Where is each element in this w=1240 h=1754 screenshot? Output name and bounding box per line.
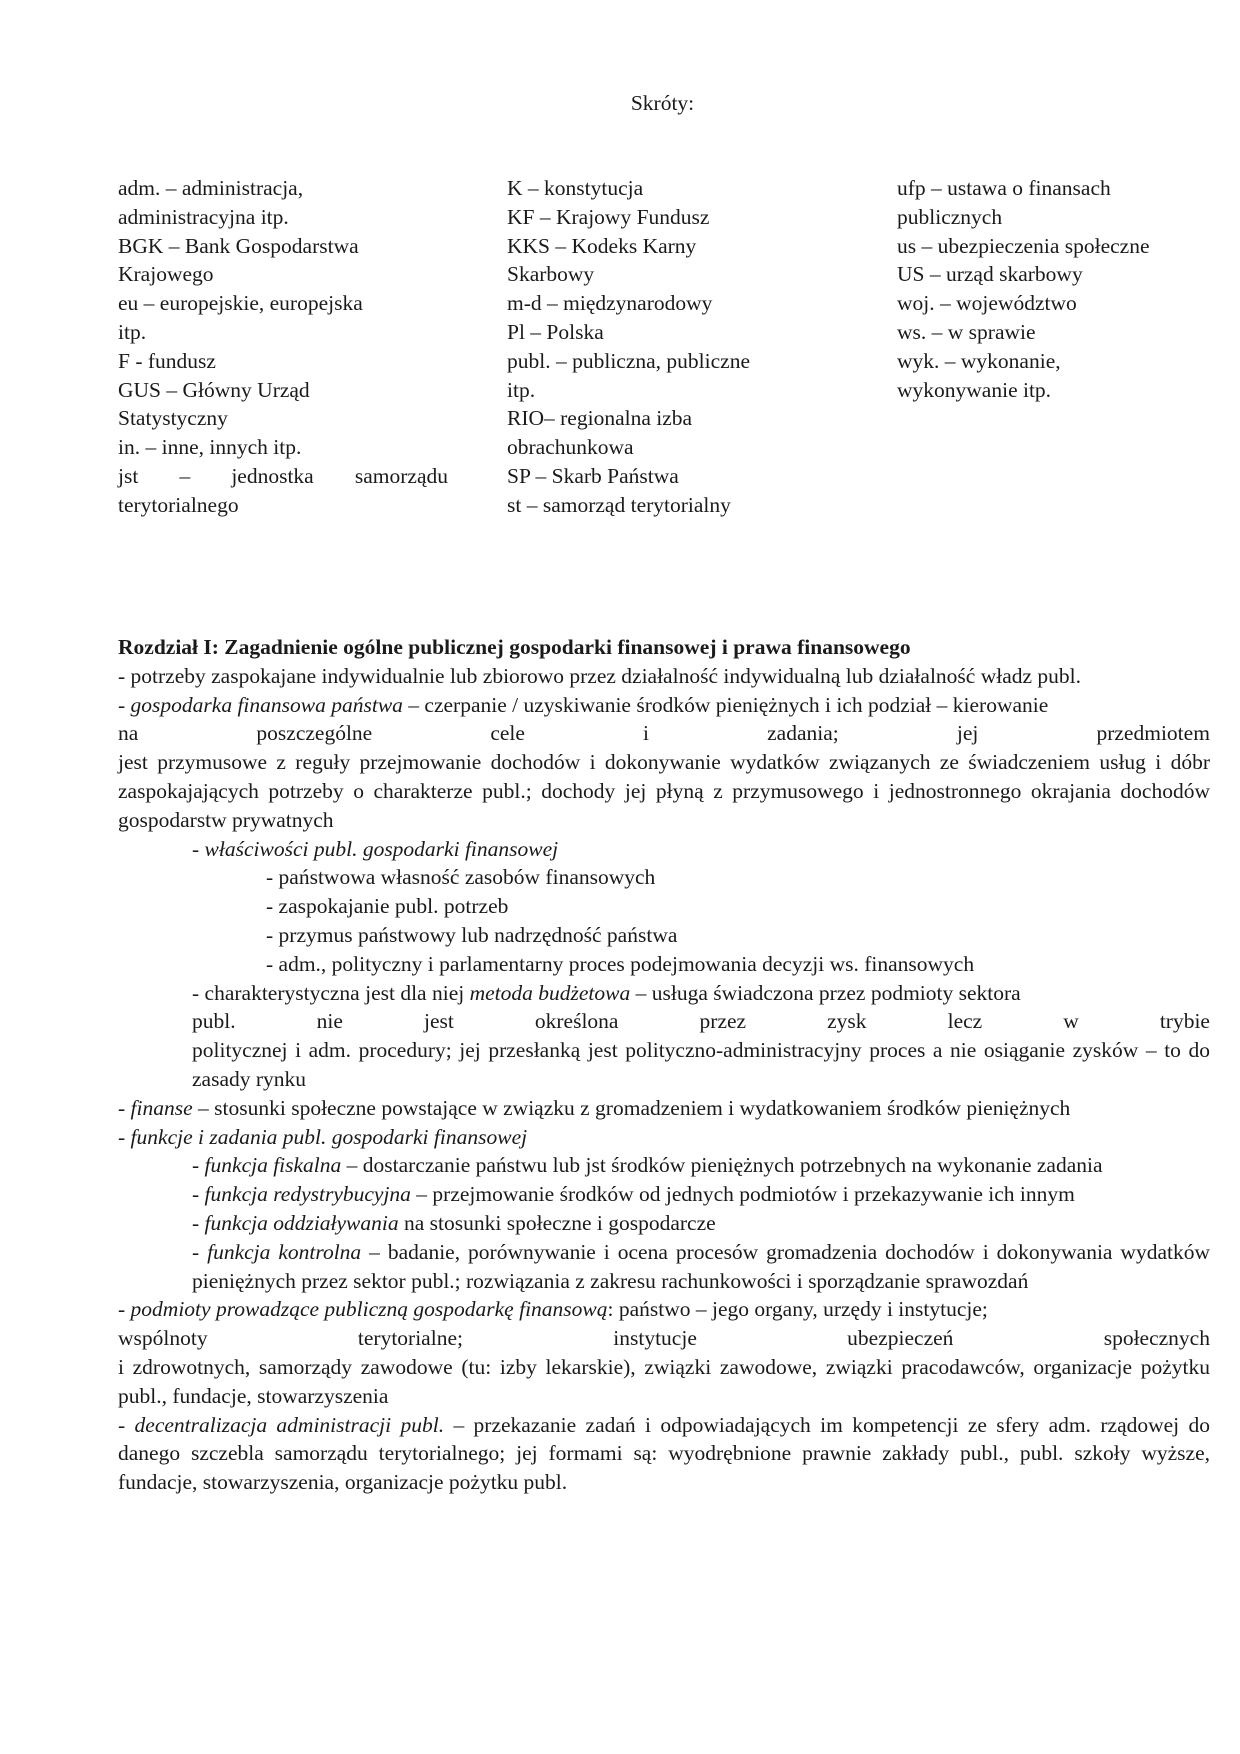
paragraph-entities: - podmioty prowadzące publiczną gospodarkę finansową: państwo – jego organy, urzędy i instytucje; wspólnoty terytorialne; instytucje ubezpieczeń społecznych i zdrowotnych, samorządy zawodowe (tu: izby lekarskie), związki zawodowe, związki pracodawców, organizacje pożytku publ., fundacje, stowarzyszenia xyxy=(118,1297,1210,1408)
word: trybie xyxy=(1159,1009,1210,1034)
abbreviation-line: BGK – Bank Gospodarstwa xyxy=(118,233,359,258)
abbreviation-line: jst – jednostka samorządu xyxy=(118,463,448,488)
word: zadania; xyxy=(767,721,839,746)
spread-line xyxy=(118,1324,1210,1353)
word: przedmiotem xyxy=(1096,721,1210,746)
abbreviation-line: KKS – Kodeks Karny xyxy=(507,233,697,258)
paragraph-functions: - funkcje i zadania publ. gospodarki finansowej xyxy=(118,1124,528,1149)
abbreviation-line: adm. – administracja, xyxy=(118,176,304,200)
word: lecz xyxy=(947,1009,983,1034)
abbreviation-line: Statystyczny xyxy=(118,406,228,431)
word: cele xyxy=(490,721,525,746)
abbreviation-line: ws. – w sprawie xyxy=(897,319,1036,344)
word: i xyxy=(643,721,650,746)
abbreviation-line: terytorialnego xyxy=(118,492,239,517)
abbreviations-column-1 xyxy=(118,174,448,520)
word: nie xyxy=(316,1009,343,1034)
word: publ. xyxy=(192,1009,236,1034)
term: gospodarka finansowa państwa xyxy=(130,692,403,717)
word: w xyxy=(1063,1009,1079,1034)
word: terytorialne; xyxy=(357,1326,463,1351)
word: na xyxy=(118,721,139,746)
word: jest xyxy=(423,1009,454,1034)
abbreviation-line: GUS – Główny Urząd xyxy=(118,377,310,402)
function-fiscal: - funkcja fiskalna – dostarczanie państwu lub jst środków pieniężnych potrzebnych na wykonanie zadania xyxy=(192,1153,1103,1178)
abbreviation-line: KF – Krajowy Fundusz xyxy=(507,204,710,229)
abbreviation-line: F - fundusz xyxy=(118,348,216,373)
word: wspólnoty xyxy=(118,1326,208,1351)
chapter-body xyxy=(118,633,1210,1497)
properties-list xyxy=(118,863,1210,978)
paragraph-decentralization: - decentralizacja administracji publ. – przekazanie zadań i odpowiadających im kompetencji ze sfery adm. rządowej do danego szczebla samorządu terytorialnego; jej formami są: wyodrębnione prawnie zakłady publ., publ. szkoły wyższe, fundacje, stowarzyszenia, organizacje pożytku publ. xyxy=(118,1412,1211,1495)
abbreviation-line: ufp – ustawa o finansach xyxy=(897,176,1111,200)
abbreviation-line: US – urząd skarbowy xyxy=(897,262,1083,287)
abbreviation-line: K – konstytucja xyxy=(507,176,644,200)
abbreviation-line: Pl – Polska xyxy=(507,319,604,344)
chapter-heading: Rozdział I: Zagadnienie ogólne publicznej gospodarki finansowej i prawa finansowego xyxy=(118,635,911,659)
paragraph-needs: - potrzeby zaspokajane indywidualnie lub zbiorowo przez działalność indywidualną lub działalność władz publ. xyxy=(118,663,1082,688)
abbreviation-line: Krajowego xyxy=(118,262,214,287)
word: przez xyxy=(699,1009,747,1034)
property-item: - adm., polityczny i parlamentarny proces podejmowania decyzji ws. finansowych xyxy=(266,951,975,976)
abbreviation-line: SP – Skarb Państwa xyxy=(507,463,679,488)
abbreviation-line: wykonywanie itp. xyxy=(897,377,1052,402)
abbreviation-line: itp. xyxy=(507,377,536,402)
abbreviation-line: wyk. – wykonanie, xyxy=(897,348,1061,373)
word: ubezpieczeń xyxy=(847,1326,954,1351)
paragraph-finance: - finanse – stosunki społeczne powstające w związku z gromadzeniem i wydatkowaniem środków pieniężnych xyxy=(118,1095,1071,1120)
property-item: - zaspokajanie publ. potrzeb xyxy=(266,894,509,919)
abbreviation-line: Skarbowy xyxy=(507,262,595,287)
spread-line xyxy=(118,719,1210,748)
property-item: - państwowa własność zasobów finansowych xyxy=(266,865,656,890)
abbreviation-line: publicznych xyxy=(897,204,1003,229)
word: określona xyxy=(534,1009,619,1034)
property-item: - przymus państwowy lub nadrzędność państwa xyxy=(266,922,678,947)
function-redistribution: - funkcja redystrybucyjna – przejmowanie środków od jednych podmiotów i przekazywanie ich innym xyxy=(192,1182,1075,1207)
abbreviation-line: in. – inne, innych itp. xyxy=(118,435,302,460)
abbreviation-line: woj. – województwo xyxy=(897,291,1077,316)
abbreviation-line: obrachunkowa xyxy=(507,435,634,460)
abbreviation-line: publ. – publiczna, publiczne xyxy=(507,348,750,373)
properties-heading: - właściwości publ. gospodarki finansowej xyxy=(192,836,559,861)
abbreviation-line: administracyjna itp. xyxy=(118,204,289,229)
word: instytucje xyxy=(613,1326,697,1351)
abbreviation-line: RIO– regionalna izba xyxy=(507,406,693,431)
abbreviation-line: itp. xyxy=(118,319,147,344)
spread-line xyxy=(192,1007,1210,1036)
abbreviation-line: m-d – międzynarodowy xyxy=(507,291,713,316)
abbreviations-column-3 xyxy=(897,174,1197,404)
function-influence: - funkcja oddziaływania na stosunki społeczne i gospodarcze xyxy=(192,1210,716,1235)
word: poszczególne xyxy=(256,721,373,746)
word: jej xyxy=(956,721,979,746)
abbreviation-line: us – ubezpieczenia społeczne xyxy=(897,233,1150,258)
abbreviation-line: eu – europejskie, europejska xyxy=(118,291,363,316)
function-control: - funkcja kontrolna – badanie, porównywanie i ocena procesów gromadzenia dochodów i dokonywania wydatków pieniężnych przez sektor publ.; rozwiązania z zakresu rachunkowości i sporządzanie sprawozdań xyxy=(192,1239,1210,1293)
word: zysk xyxy=(827,1009,867,1034)
abbreviations-column-2 xyxy=(507,174,797,520)
paragraph-budget-method: - charakterystyczna jest dla niej metoda budżetowa – usługa świadczona przez podmioty sektora publ. nie jest określona przez zysk lecz w trybie politycznej i adm. procedury; jej przesłanką jest polityczno-administracyjny proces a nie osiąganie zysków – to do zasady rynku xyxy=(192,980,1210,1091)
word: społecznych xyxy=(1103,1326,1210,1351)
paragraph-financial-economy: - gospodarka finansowa państwa – czerpanie / uzyskiwanie środków pieniężnych i ich podział – kierowanie na poszczególne cele i zadania; jej przedmiotem jest przymusowe z reguły przejmowanie dochodów i dokonywanie wydatków związanych ze świadczeniem usług i dóbr zaspokajających potrzeby o charakterze publ.; dochody jej płyną z przymusowego i jednostronnego okrajania dochodów gospodarstw prywatnych xyxy=(118,692,1210,832)
abbreviation-line: st – samorząd terytorialny xyxy=(507,492,731,517)
page-title: Skróty: xyxy=(630,91,695,115)
